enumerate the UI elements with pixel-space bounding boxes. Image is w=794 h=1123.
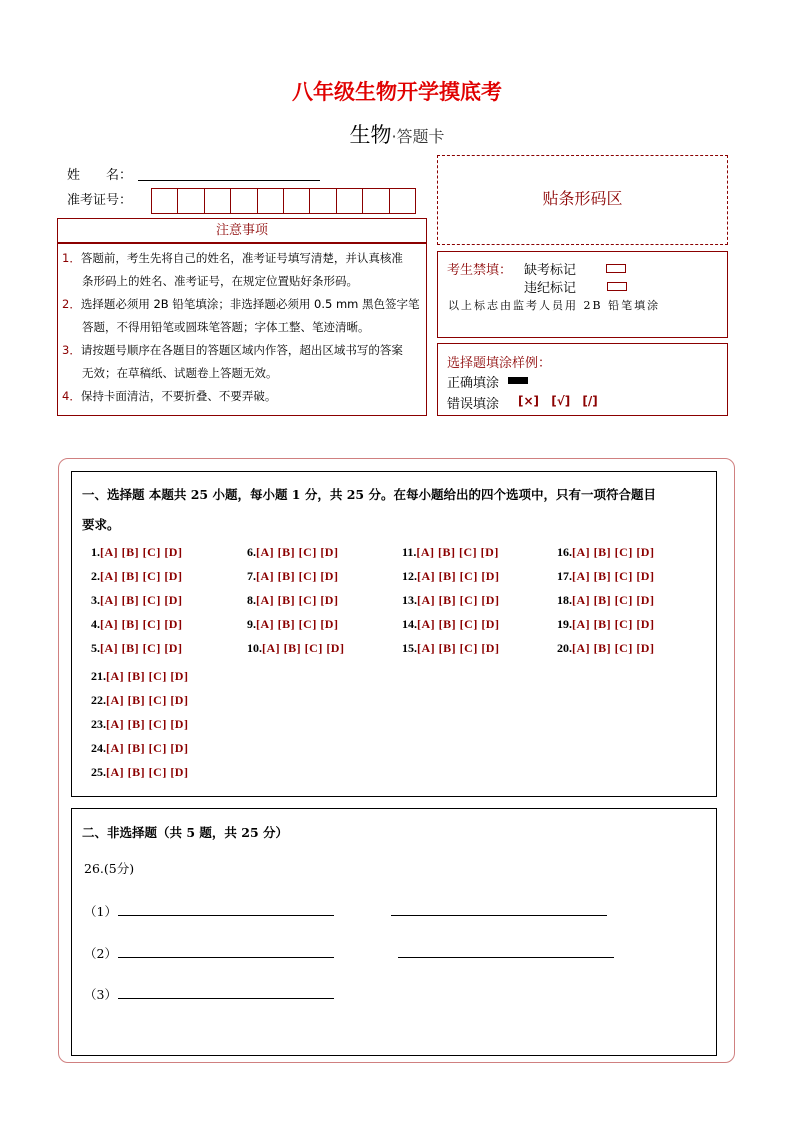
answer-options[interactable]: [A] [B] [C] [D] bbox=[106, 741, 189, 755]
q26-part3-label: （3） bbox=[84, 987, 117, 1002]
choice-question-16[interactable] bbox=[557, 545, 654, 560]
answer-options[interactable]: [A] [B] [C] [D] bbox=[106, 717, 189, 731]
answer-options[interactable]: [A] [B] [C] [D] bbox=[100, 617, 183, 631]
answer-options[interactable]: [A] [B] [C] [D] bbox=[572, 569, 655, 583]
answer-options[interactable]: [A] [B] [C] [D] bbox=[256, 617, 339, 631]
q26-part3-line-a[interactable] bbox=[118, 998, 334, 999]
answer-options[interactable]: [A] [B] [C] [D] bbox=[417, 593, 500, 607]
choice-question-14[interactable] bbox=[402, 617, 499, 632]
question-number: 13. bbox=[402, 593, 417, 607]
question-number: 7. bbox=[247, 569, 256, 583]
q26-label: 26.(5分) bbox=[84, 861, 135, 876]
answer-options[interactable]: [A] [B] [C] [D] bbox=[572, 545, 655, 559]
notice-item bbox=[62, 293, 422, 316]
question-number: 21. bbox=[91, 669, 106, 683]
question-number: 3. bbox=[91, 593, 100, 607]
notice-item-text: 保持卡面清洁，不要折叠、不要弄破。 bbox=[80, 389, 277, 403]
notice-item bbox=[62, 339, 422, 362]
filled-mark-icon bbox=[508, 377, 528, 384]
id-digit-box[interactable] bbox=[258, 189, 284, 213]
q26-part2-label: （2） bbox=[84, 946, 117, 961]
notice-item bbox=[62, 385, 422, 408]
answer-options[interactable]: [A] [B] [C] [D] bbox=[100, 641, 183, 655]
choice-question-13[interactable] bbox=[402, 593, 499, 608]
wrong-mark-check: [√] bbox=[551, 394, 571, 408]
choice-question-7[interactable] bbox=[247, 569, 338, 584]
id-digit-box[interactable] bbox=[231, 189, 257, 213]
answer-options[interactable]: [A] [B] [C] [D] bbox=[572, 641, 655, 655]
id-digit-box[interactable] bbox=[310, 189, 336, 213]
choice-question-23[interactable] bbox=[91, 717, 188, 732]
choice-question-20[interactable] bbox=[557, 641, 654, 656]
notice-item-text: 答题前，考生先将自己的姓名，准考证号填写清楚，并认真核准 bbox=[80, 251, 403, 265]
q26-part2-line-a[interactable] bbox=[118, 957, 334, 958]
sample-title: 选择题填涂样例： bbox=[447, 356, 552, 371]
choice-question-10[interactable] bbox=[247, 641, 344, 656]
answer-options[interactable]: [A] [B] [C] [D] bbox=[417, 617, 500, 631]
question-number: 25. bbox=[91, 765, 106, 779]
section-choice bbox=[71, 471, 717, 797]
choice-question-25[interactable] bbox=[91, 765, 188, 780]
id-digit-box[interactable] bbox=[363, 189, 389, 213]
choice-question-17[interactable] bbox=[557, 569, 654, 584]
question-number: 16. bbox=[557, 545, 572, 559]
question-number: 22. bbox=[91, 693, 106, 707]
answer-options[interactable]: [A] [B] [C] [D] bbox=[417, 641, 500, 655]
question-number: 20. bbox=[557, 641, 572, 655]
notice-body bbox=[57, 243, 427, 416]
notice-item-number: 3． bbox=[62, 343, 81, 357]
section1-title: 一、选择题 本题共 25 小题，每小题 1 分，共 25 分。在每小题给出的四个选项中，只有一项符合题目 bbox=[82, 487, 656, 502]
id-digit-box[interactable] bbox=[178, 189, 204, 213]
choice-question-21[interactable] bbox=[91, 669, 188, 684]
answer-options[interactable]: [A] [B] [C] [D] bbox=[106, 765, 189, 779]
violation-mark-box[interactable] bbox=[607, 282, 627, 291]
notice-item-cont: 答题，不得用铅笔或圆珠笔答题；字体工整、笔迹清晰。 bbox=[82, 320, 370, 334]
section1-title-cont: 要求。 bbox=[82, 517, 120, 532]
choice-question-24[interactable] bbox=[91, 741, 188, 756]
choice-question-3[interactable] bbox=[91, 593, 182, 608]
absent-mark-box[interactable] bbox=[606, 264, 626, 273]
sheet-subtitle bbox=[0, 119, 794, 149]
choice-question-9[interactable] bbox=[247, 617, 338, 632]
subject: 生物 bbox=[349, 123, 392, 147]
choice-question-6[interactable] bbox=[247, 545, 338, 560]
question-number: 17. bbox=[557, 569, 572, 583]
choice-question-1[interactable] bbox=[91, 545, 182, 560]
notice-item-number: 4． bbox=[62, 389, 81, 403]
answer-options[interactable]: [A] [B] [C] [D] bbox=[100, 545, 183, 559]
barcode-area: 贴条形码区 bbox=[437, 155, 728, 245]
choice-question-5[interactable] bbox=[91, 641, 182, 656]
choice-question-22[interactable] bbox=[91, 693, 188, 708]
answer-options[interactable]: [A] [B] [C] [D] bbox=[100, 569, 183, 583]
question-number: 19. bbox=[557, 617, 572, 631]
notice-item-text: 请按题号顺序在各题目的答题区域内作答，超出区域书写的答案 bbox=[80, 343, 403, 357]
choice-question-11[interactable] bbox=[402, 545, 499, 560]
answer-options[interactable]: [A] [B] [C] [D] bbox=[572, 593, 655, 607]
id-digit-box[interactable] bbox=[390, 189, 415, 213]
notice-item-number: 2． bbox=[62, 297, 81, 311]
violation-label: 违纪标记 bbox=[524, 281, 577, 296]
q26-part1-line-b[interactable] bbox=[391, 915, 607, 916]
name-label: 姓 名： bbox=[67, 168, 133, 183]
question-number: 6. bbox=[247, 545, 256, 559]
question-number: 15. bbox=[402, 641, 417, 655]
question-number: 14. bbox=[402, 617, 417, 631]
wrong-mark-slash: [/] bbox=[582, 394, 598, 408]
id-number-boxes[interactable] bbox=[151, 188, 416, 214]
answer-options[interactable]: [A] [B] [C] [D] bbox=[417, 569, 500, 583]
question-number: 23. bbox=[91, 717, 106, 731]
id-digit-box[interactable] bbox=[284, 189, 310, 213]
forbid-label: 考生禁填： bbox=[447, 263, 513, 278]
question-number: 12. bbox=[402, 569, 417, 583]
forbid-note: 以上标志由监考人员用 2B 铅笔填涂 bbox=[448, 299, 661, 312]
answer-options[interactable]: [A] [B] [C] [D] bbox=[416, 545, 499, 559]
choice-question-12[interactable] bbox=[402, 569, 499, 584]
name-field[interactable] bbox=[138, 180, 320, 181]
question-number: 2. bbox=[91, 569, 100, 583]
absent-label: 缺考标记 bbox=[524, 263, 577, 278]
question-number: 8. bbox=[247, 593, 256, 607]
question-number: 1. bbox=[91, 545, 100, 559]
choice-question-2[interactable] bbox=[91, 569, 182, 584]
id-digit-box[interactable] bbox=[152, 189, 178, 213]
answer-options[interactable]: [A] [B] [C] [D] bbox=[256, 593, 339, 607]
id-label: 准考证号： bbox=[67, 193, 133, 208]
q26-part1-label: （1） bbox=[84, 904, 117, 919]
answer-options[interactable]: [A] [B] [C] [D] bbox=[262, 641, 345, 655]
question-number: 11. bbox=[402, 545, 417, 559]
notice-item bbox=[62, 247, 422, 270]
id-digit-box[interactable] bbox=[337, 189, 363, 213]
exam-title: 八年级生物开学摸底考 bbox=[292, 80, 502, 104]
choice-question-18[interactable] bbox=[557, 593, 654, 608]
wrong-label: 错误填涂 bbox=[447, 397, 500, 412]
question-number: 24. bbox=[91, 741, 106, 755]
q26-part2-line-b[interactable] bbox=[398, 957, 614, 958]
section-non-choice bbox=[71, 808, 717, 1056]
notice-item-cont: 条形码上的姓名、准考证号，在规定位置贴好条形码。 bbox=[82, 274, 358, 288]
choice-question-15[interactable] bbox=[402, 641, 499, 656]
answer-options[interactable]: [A] [B] [C] [D] bbox=[256, 569, 339, 583]
notice-item-number: 1． bbox=[62, 251, 81, 265]
wrong-marks bbox=[518, 394, 598, 408]
q26-part1-line-a[interactable] bbox=[118, 915, 334, 916]
question-number: 9. bbox=[247, 617, 256, 631]
question-number: 18. bbox=[557, 593, 572, 607]
forbid-box bbox=[437, 251, 728, 338]
question-number: 5. bbox=[91, 641, 100, 655]
answer-options[interactable]: [A] [B] [C] [D] bbox=[106, 669, 189, 683]
notice-item-cont: 无效；在草稿纸、试题卷上答题无效。 bbox=[82, 366, 278, 380]
question-number: 10. bbox=[247, 641, 262, 655]
sample-box bbox=[437, 343, 728, 416]
notice-title: 注意事项 bbox=[57, 218, 427, 244]
choice-question-19[interactable] bbox=[557, 617, 654, 632]
id-digit-box[interactable] bbox=[205, 189, 231, 213]
question-number: 4. bbox=[91, 617, 100, 631]
answer-options[interactable]: [A] [B] [C] [D] bbox=[106, 693, 189, 707]
answer-options[interactable]: [A] [B] [C] [D] bbox=[256, 545, 339, 559]
card-label: ·答题卡 bbox=[391, 127, 445, 146]
wrong-mark-cross: [×] bbox=[518, 394, 540, 408]
answer-options[interactable]: [A] [B] [C] [D] bbox=[100, 593, 183, 607]
section2-title: 二、非选择题（共 5 题，共 25 分） bbox=[82, 825, 289, 840]
answer-options[interactable]: [A] [B] [C] [D] bbox=[572, 617, 655, 631]
notice-item-text: 选择题必须用 2B 铅笔填涂；非选择题必须用 0.5 mm 黑色签字笔 bbox=[80, 297, 420, 311]
choice-question-8[interactable] bbox=[247, 593, 338, 608]
correct-label: 正确填涂 bbox=[447, 376, 500, 391]
choice-question-4[interactable] bbox=[91, 617, 182, 632]
